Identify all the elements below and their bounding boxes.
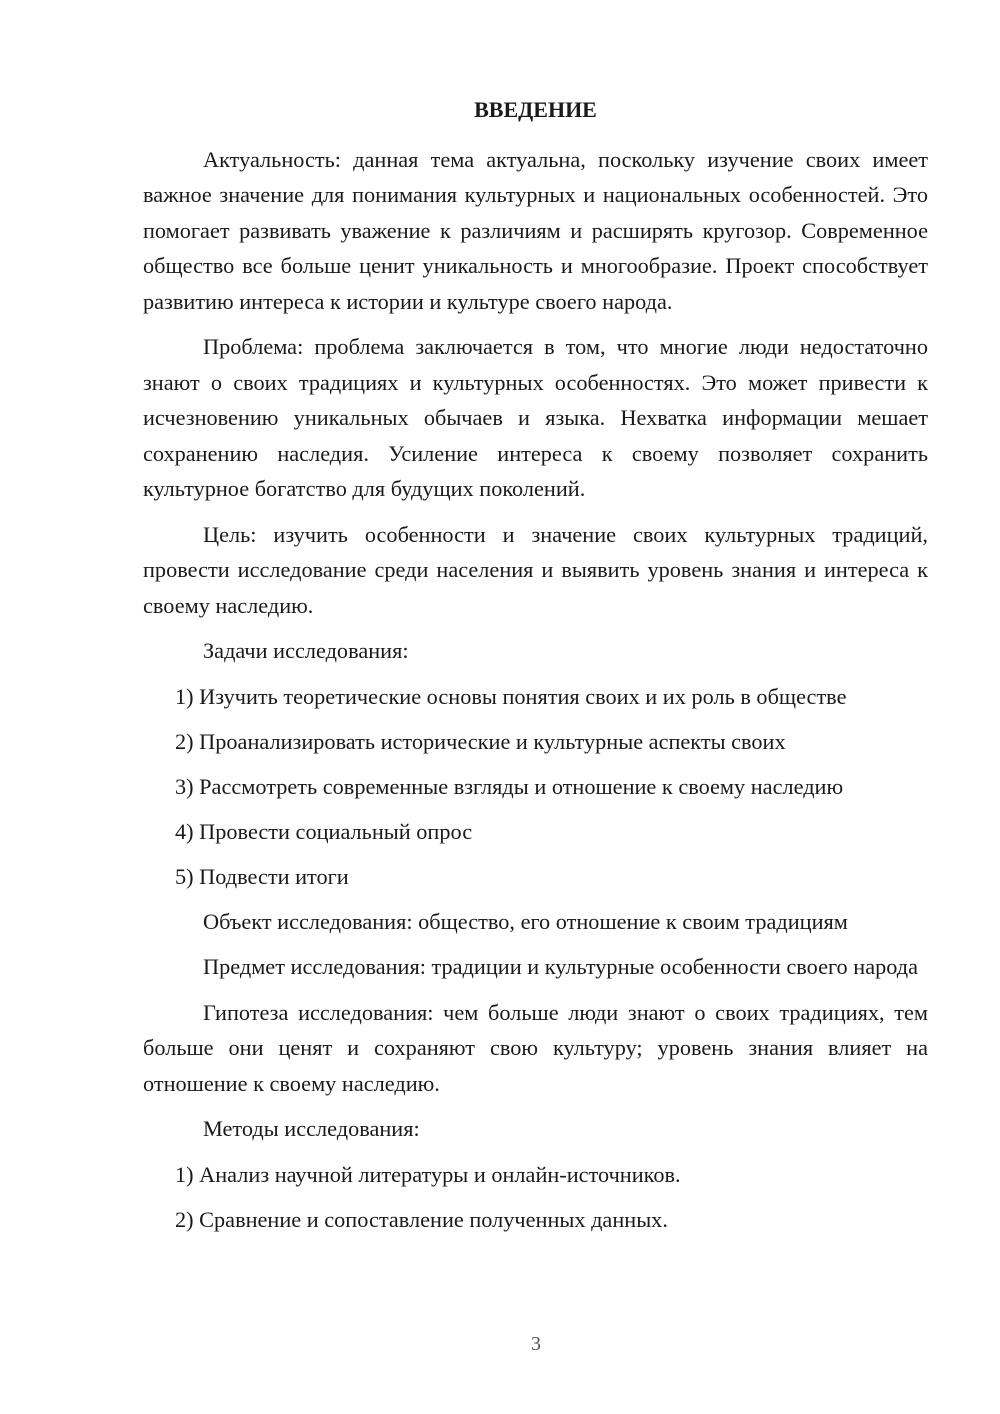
methods-heading: Методы исследования: [203,1116,420,1141]
goal-paragraph: Цель: изучить особенности и значение своих культурных традиций, провести исследование среди населения и выявить уровень знания и интереса к своему наследию. [143,521,928,618]
subject-paragraph: Предмет исследования: традиции и культурные особенности своего народа [203,954,919,979]
problem-paragraph: Проблема: проблема заключается в том, что многие люди недостаточно знают о своих традициях и культурных особенностях. Это может привести к исчезновению уникальных обычаев и языка. Нехватка информации мешает сохранению наследия. Усиление интереса к своему позволяет сохранить культурное богатство для будущих поколений. [143,334,928,501]
relevance-paragraph: Актуальность: данная тема актуальна, поскольку изучение своих имеет важное значение для понимания культурных и национальных особенностей. Это помогает развивать уважение к различиям и расширять кругозор. Современное общество все больше ценит уникальность и многообразие. Проект способствует развитию интереса к истории и культуре своего народа. [143,146,928,314]
tasks-heading: Задачи исследования: [203,638,409,663]
hypothesis-paragraph: Гипотеза исследования: чем больше люди знают о своих традициях, тем больше они ценят и сохраняют свою культуру; уровень знания влияет на отношение к своему наследию. [143,999,928,1096]
page-title: ВВЕДЕНИЕ [474,97,597,122]
task-item: 1) Изучить теоретические основы понятия своих и их роль в обществе [175,683,847,709]
method-item: 2) Сравнение и сопоставление полученных данных. [175,1206,668,1232]
page-number: 3 [531,1333,541,1355]
task-item: 4) Провести социальный опрос [175,818,473,844]
task-item: 3) Рассмотреть современные взгляды и отношение к своему наследию [175,773,844,799]
document-page [143,92,928,1247]
task-item: 2) Проанализировать исторические и культурные аспекты своих [175,728,786,754]
method-item: 1) Анализ научной литературы и онлайн-источников. [175,1161,681,1187]
object-paragraph: Объект исследования: общество, его отношение к своим традициям [203,908,848,934]
task-item: 5) Подвести итоги [175,863,349,889]
